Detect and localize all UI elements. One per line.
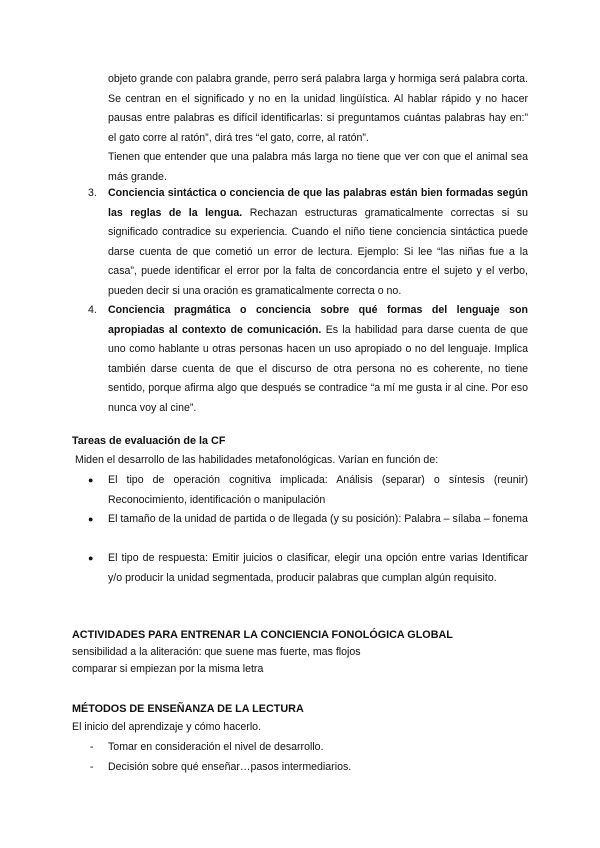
item-text: Rechazan estructuras gramaticalmente correctas si su significado contradice su experiencia. Cuando el niño tiene conciencia sintáctica puede darse cuenta de que cometió un error de lectura. Ejemplo: Si lee “las niñas fue a la casa”, puede identificar el error por la falta de concordancia entre el sujeto y el verbo, pueden decir si una oración es gramaticalmente correcta o no. xyxy=(108,206,528,297)
item-bold-title: Conciencia pragmática o conciencia sobre qué formas del lenguaje son apropiadas al contexto de comunicación. xyxy=(108,304,528,336)
actividades-heading: ACTIVIDADES PARA ENTRENAR LA CONCIENCIA FONOLÓGICA GLOBAL xyxy=(72,629,453,641)
bullet-icon: ● xyxy=(88,553,94,563)
intro-paragraph xyxy=(108,70,528,187)
tareas-bullet-3 xyxy=(88,549,528,588)
bullet-icon: ● xyxy=(88,514,94,524)
bullet-text: El tipo de respuesta: Emitir juicios o clasificar, elegir una opción entre varias Identificar y/o producir la unidad segmentada, producir palabras que cumplan algún requisito. xyxy=(108,552,528,584)
item-text: Es la habilidad para darse cuenta de que uno como hablante u otras personas hacen un uso apropiado o no del lenguaje. Implica también darse cuenta de que el discurso de otra persona no es coherente, no tiene sentido, porque afirma algo que después se contradice “a mí me gusta ir al cine. Por eso nunca voy al cine”. xyxy=(108,323,528,414)
metodos-heading: MÉTODOS DE ENSEÑANZA DE LA LECTURA xyxy=(72,703,304,715)
tareas-bullet-2 xyxy=(88,510,528,530)
tareas-intro: Miden el desarrollo de las habilidades metafonológicas. Varían en función de: xyxy=(75,454,439,466)
numbered-item-4 xyxy=(88,301,528,418)
tareas-heading: Tareas de evaluación de la CF xyxy=(72,435,226,447)
item-number: 4. xyxy=(88,304,97,316)
numbered-item-3 xyxy=(88,184,528,301)
metodos-item-text: Decisión sobre qué enseñar…pasos intermediarios. xyxy=(108,761,352,773)
item-bold-title: Conciencia sintáctica o conciencia de que las palabras están bien formadas según las reglas de la lengua. xyxy=(108,187,528,219)
bullet-text: El tamaño de la unidad de partida o de llegada (y su posición): Palabra – sílaba – fonema xyxy=(108,513,528,525)
tareas-bullet-1 xyxy=(88,471,528,510)
item-number: 3. xyxy=(88,187,97,199)
actividades-line-2: comparar si empiezan por la misma letra xyxy=(72,663,264,675)
intro-paragraph-text-2: Tienen que entender que una palabra más larga no tiene que ver con que el animal sea más grande. xyxy=(108,151,528,183)
bullet-text: El tipo de operación cognitiva implicada: Análisis (separar) o síntesis (reunir) Reconocimiento, identificación o manipulación xyxy=(108,474,528,506)
dash-marker: - xyxy=(90,741,94,753)
metodos-intro: El inicio del aprendizaje y cómo hacerlo. xyxy=(72,721,262,733)
dash-marker: - xyxy=(90,761,94,773)
metodos-item-1 xyxy=(90,738,324,758)
intro-paragraph-text: objeto grande con palabra grande, perro será palabra larga y hormiga será palabra corta. Se centran en el significado y no en la unidad lingüística. Al hablar rápido y no hacer pausas entre palabras es difícil identificarlas: si preguntamos cuántas palabras hay en:” el gato corre al ratón”, dirá tres “el gato, corre, al ratón”. xyxy=(108,73,528,144)
metodos-item-2 xyxy=(90,758,352,778)
actividades-line-1: sensibilidad a la aliteración: que suene mas fuerte, mas flojos xyxy=(72,646,361,658)
metodos-item-text: Tomar en consideración el nivel de desarrollo. xyxy=(108,741,324,753)
bullet-icon: ● xyxy=(88,475,94,485)
